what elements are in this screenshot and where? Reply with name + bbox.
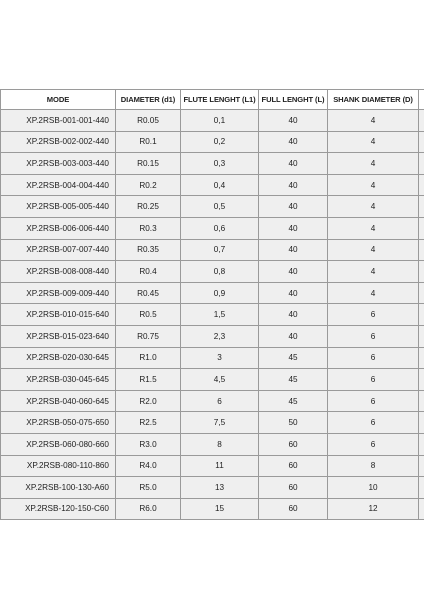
cell-mode: XP.2RSB-120-150-C60 (1, 498, 116, 520)
cell-flute-length: 8 (181, 433, 259, 455)
cell-mode: XP.2RSB-002-002-440 (1, 131, 116, 153)
cell-diameter: R0.35 (116, 239, 181, 261)
cell-diameter: R6.0 (116, 498, 181, 520)
cell-diameter: R1.0 (116, 347, 181, 369)
cell-diameter: R0.05 (116, 110, 181, 132)
table-row (1, 412, 424, 434)
cell-flute-length: 0,6 (181, 217, 259, 239)
cell-full-length: 60 (259, 477, 328, 499)
overflow-cell (419, 239, 424, 261)
header-diameter: DIAMETER (d1) (116, 90, 181, 110)
cell-flute-length: 1,5 (181, 304, 259, 326)
cell-diameter: R2.0 (116, 390, 181, 412)
cell-diameter: R0.25 (116, 196, 181, 218)
cell-flute-length: 11 (181, 455, 259, 477)
cell-flute-length: 6 (181, 390, 259, 412)
cell-shank-diameter: 8 (328, 455, 419, 477)
cell-flute-length: 2,3 (181, 325, 259, 347)
cell-mode: XP.2RSB-004-004-440 (1, 174, 116, 196)
cell-shank-diameter: 6 (328, 390, 419, 412)
cell-diameter: R2.5 (116, 412, 181, 434)
cell-full-length: 40 (259, 131, 328, 153)
cell-mode: XP.2RSB-030-045-645 (1, 369, 116, 391)
cell-mode: XP.2RSB-010-015-640 (1, 304, 116, 326)
cell-flute-length: 0,2 (181, 131, 259, 153)
cell-full-length: 50 (259, 412, 328, 434)
table-row (1, 110, 424, 132)
cell-mode: XP.2RSB-003-003-440 (1, 153, 116, 175)
table-row (1, 390, 424, 412)
table-row (1, 304, 424, 326)
cell-shank-diameter: 4 (328, 282, 419, 304)
cell-shank-diameter: 6 (328, 412, 419, 434)
cell-mode: XP.2RSB-005-005-440 (1, 196, 116, 218)
cell-mode: XP.2RSB-100-130-A60 (1, 477, 116, 499)
table-row (1, 217, 424, 239)
cell-flute-length: 7,5 (181, 412, 259, 434)
cell-shank-diameter: 6 (328, 433, 419, 455)
cell-shank-diameter: 6 (328, 369, 419, 391)
header-row (1, 90, 424, 110)
cell-flute-length: 0,7 (181, 239, 259, 261)
cell-diameter: R0.15 (116, 153, 181, 175)
cell-shank-diameter: 4 (328, 174, 419, 196)
table-row (1, 282, 424, 304)
overflow-cell (419, 433, 424, 455)
table-row (1, 174, 424, 196)
cell-mode: XP.2RSB-009-009-440 (1, 282, 116, 304)
overflow-cell (419, 455, 424, 477)
cell-diameter: R5.0 (116, 477, 181, 499)
cell-flute-length: 0,9 (181, 282, 259, 304)
cell-full-length: 40 (259, 110, 328, 132)
table-row (1, 455, 424, 477)
cell-mode: XP.2RSB-020-030-645 (1, 347, 116, 369)
cell-full-length: 40 (259, 153, 328, 175)
header-mode: MODE (1, 90, 116, 110)
cell-flute-length: 0,3 (181, 153, 259, 175)
cell-full-length: 60 (259, 498, 328, 520)
header-overflow-cell (419, 90, 424, 110)
overflow-cell (419, 304, 424, 326)
cell-flute-length: 3 (181, 347, 259, 369)
cell-diameter: R0.5 (116, 304, 181, 326)
cell-shank-diameter: 4 (328, 261, 419, 283)
table-row (1, 131, 424, 153)
cell-shank-diameter: 4 (328, 239, 419, 261)
cell-full-length: 40 (259, 325, 328, 347)
overflow-cell (419, 325, 424, 347)
overflow-cell (419, 196, 424, 218)
cell-diameter: R1.5 (116, 369, 181, 391)
cell-mode: XP.2RSB-050-075-650 (1, 412, 116, 434)
cell-flute-length: 13 (181, 477, 259, 499)
cell-flute-length: 15 (181, 498, 259, 520)
cell-mode: XP.2RSB-060-080-660 (1, 433, 116, 455)
header-full-length: FULL LENGHT (L) (259, 90, 328, 110)
overflow-cell (419, 174, 424, 196)
cell-diameter: R0.75 (116, 325, 181, 347)
spec-table (0, 89, 424, 520)
overflow-cell (419, 498, 424, 520)
table-row (1, 261, 424, 283)
cell-full-length: 60 (259, 433, 328, 455)
table-row (1, 153, 424, 175)
cell-full-length: 40 (259, 304, 328, 326)
table-row (1, 433, 424, 455)
cell-mode: XP.2RSB-006-006-440 (1, 217, 116, 239)
cell-full-length: 60 (259, 455, 328, 477)
cell-shank-diameter: 6 (328, 325, 419, 347)
table-row (1, 239, 424, 261)
cell-diameter: R0.4 (116, 261, 181, 283)
cell-shank-diameter: 10 (328, 477, 419, 499)
cell-diameter: R0.3 (116, 217, 181, 239)
overflow-cell (419, 369, 424, 391)
header-flute-length: FLUTE LENGHT (L1) (181, 90, 259, 110)
cell-diameter: R0.2 (116, 174, 181, 196)
overflow-cell (419, 131, 424, 153)
cell-shank-diameter: 4 (328, 196, 419, 218)
cell-mode: XP.2RSB-015-023-640 (1, 325, 116, 347)
cell-diameter: R0.45 (116, 282, 181, 304)
table-row (1, 477, 424, 499)
cell-shank-diameter: 12 (328, 498, 419, 520)
overflow-cell (419, 217, 424, 239)
cell-full-length: 40 (259, 239, 328, 261)
overflow-cell (419, 347, 424, 369)
cell-full-length: 45 (259, 347, 328, 369)
cell-mode: XP.2RSB-040-060-645 (1, 390, 116, 412)
cell-full-length: 40 (259, 174, 328, 196)
cell-flute-length: 0,8 (181, 261, 259, 283)
cell-shank-diameter: 4 (328, 110, 419, 132)
table-body (1, 110, 424, 520)
cell-shank-diameter: 6 (328, 304, 419, 326)
cell-shank-diameter: 4 (328, 131, 419, 153)
overflow-cell (419, 282, 424, 304)
cell-full-length: 45 (259, 390, 328, 412)
cell-diameter: R3.0 (116, 433, 181, 455)
cell-diameter: R4.0 (116, 455, 181, 477)
cell-full-length: 40 (259, 261, 328, 283)
cell-flute-length: 4,5 (181, 369, 259, 391)
cell-mode: XP.2RSB-007-007-440 (1, 239, 116, 261)
cell-shank-diameter: 4 (328, 153, 419, 175)
header-shank-diameter: SHANK DIAMETER (D) (328, 90, 419, 110)
cell-diameter: R0.1 (116, 131, 181, 153)
spec-sheet (0, 89, 424, 520)
cell-full-length: 40 (259, 282, 328, 304)
cell-flute-length: 0,1 (181, 110, 259, 132)
cell-shank-diameter: 4 (328, 217, 419, 239)
overflow-cell (419, 261, 424, 283)
table-row (1, 369, 424, 391)
cell-shank-diameter: 6 (328, 347, 419, 369)
overflow-cell (419, 477, 424, 499)
cell-flute-length: 0,4 (181, 174, 259, 196)
cell-full-length: 40 (259, 217, 328, 239)
cell-mode: XP.2RSB-008-008-440 (1, 261, 116, 283)
table-row (1, 196, 424, 218)
cell-mode: XP.2RSB-080-110-860 (1, 455, 116, 477)
cell-mode: XP.2RSB-001-001-440 (1, 110, 116, 132)
table-row (1, 498, 424, 520)
overflow-cell (419, 153, 424, 175)
overflow-cell (419, 110, 424, 132)
cell-full-length: 45 (259, 369, 328, 391)
cell-flute-length: 0,5 (181, 196, 259, 218)
cell-full-length: 40 (259, 196, 328, 218)
table-row (1, 325, 424, 347)
overflow-cell (419, 390, 424, 412)
table-row (1, 347, 424, 369)
overflow-cell (419, 412, 424, 434)
